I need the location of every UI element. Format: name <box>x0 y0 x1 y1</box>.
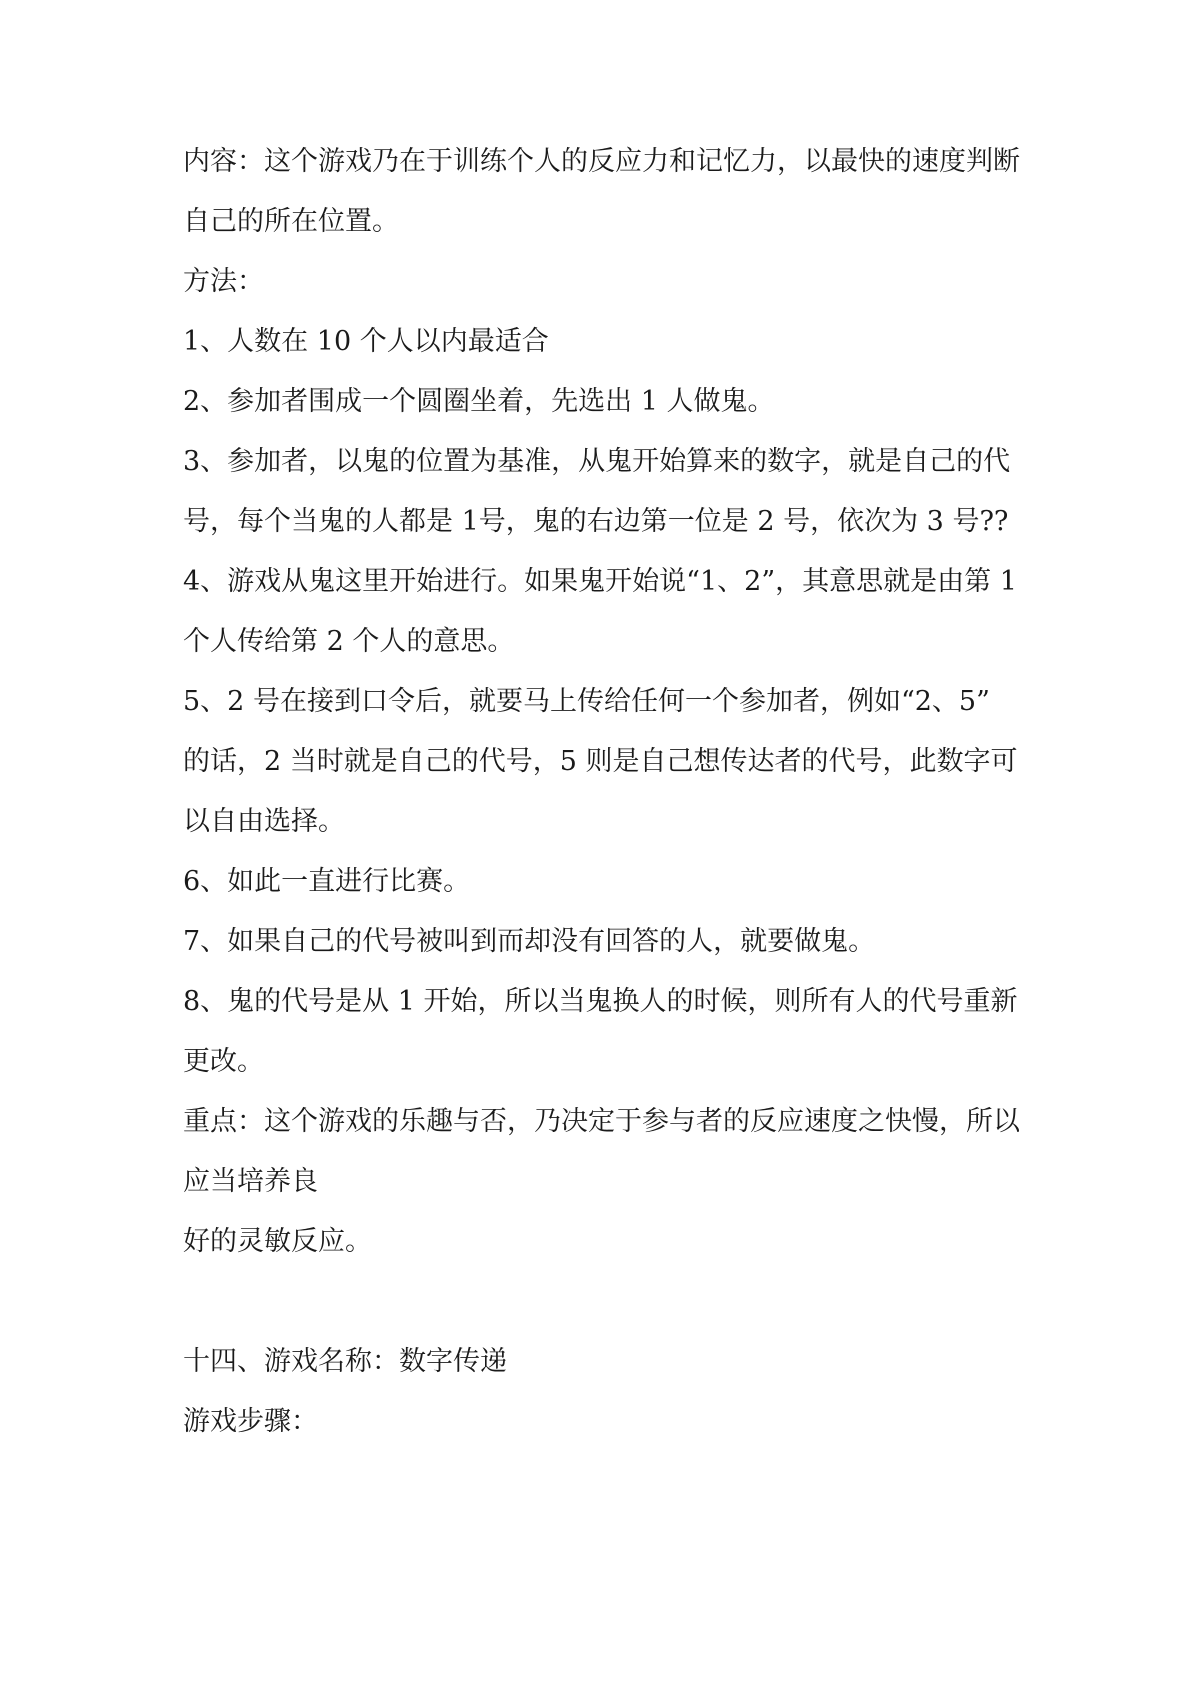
steps-heading: 游戏步骤： <box>183 1406 318 1437</box>
step-5-line-1: 5、2 号在接到口令后，就要马上传给任何一个参加者，例如“2、5” <box>183 686 990 717</box>
step-8-line-1: 8、鬼的代号是从 1 开始，所以当鬼换人的时候，则所有人的代号重新 <box>183 986 1018 1017</box>
step-5-line-2: 的话，2 当时就是自己的代号，5 则是自己想传达者的代号，此数字可 <box>183 746 1018 777</box>
step-1: 1、人数在 10 个人以内最适合 <box>183 326 549 357</box>
key-point-line-1: 重点：这个游戏的乐趣与否，乃决定于参与者的反应速度之快慢，所以 <box>183 1106 1020 1137</box>
step-2: 2、参加者围成一个圆圈坐着，先选出 1 人做鬼。 <box>183 386 775 417</box>
key-point-line-3: 好的灵敏反应。 <box>183 1226 372 1257</box>
step-8-line-2: 更改。 <box>183 1046 264 1077</box>
method-heading: 方法： <box>183 266 264 297</box>
step-3-line-2: 号，每个当鬼的人都是 1号，鬼的右边第一位是 2 号，依次为 3 号?? <box>183 506 1009 537</box>
key-point-line-2: 应当培养良 <box>183 1166 318 1197</box>
step-5-line-3: 以自由选择。 <box>183 806 345 837</box>
step-4-line-2: 个人传给第 2 个人的意思。 <box>183 626 515 657</box>
content-intro-line-2: 自己的所在位置。 <box>183 206 399 237</box>
step-4-line-1: 4、游戏从鬼这里开始进行。如果鬼开始说“1、2”，其意思就是由第 1 <box>183 566 1017 597</box>
step-7: 7、如果自己的代号被叫到而却没有回答的人，就要做鬼。 <box>183 926 876 957</box>
section-heading: 十四、游戏名称：数字传递 <box>183 1346 507 1377</box>
content-intro-line-1: 内容：这个游戏乃在于训练个人的反应力和记忆力，以最快的速度判断 <box>183 146 1020 177</box>
step-6: 6、如此一直进行比赛。 <box>183 866 471 897</box>
step-3-line-1: 3、参加者，以鬼的位置为基准，从鬼开始算来的数字，就是自己的代 <box>183 446 1011 477</box>
